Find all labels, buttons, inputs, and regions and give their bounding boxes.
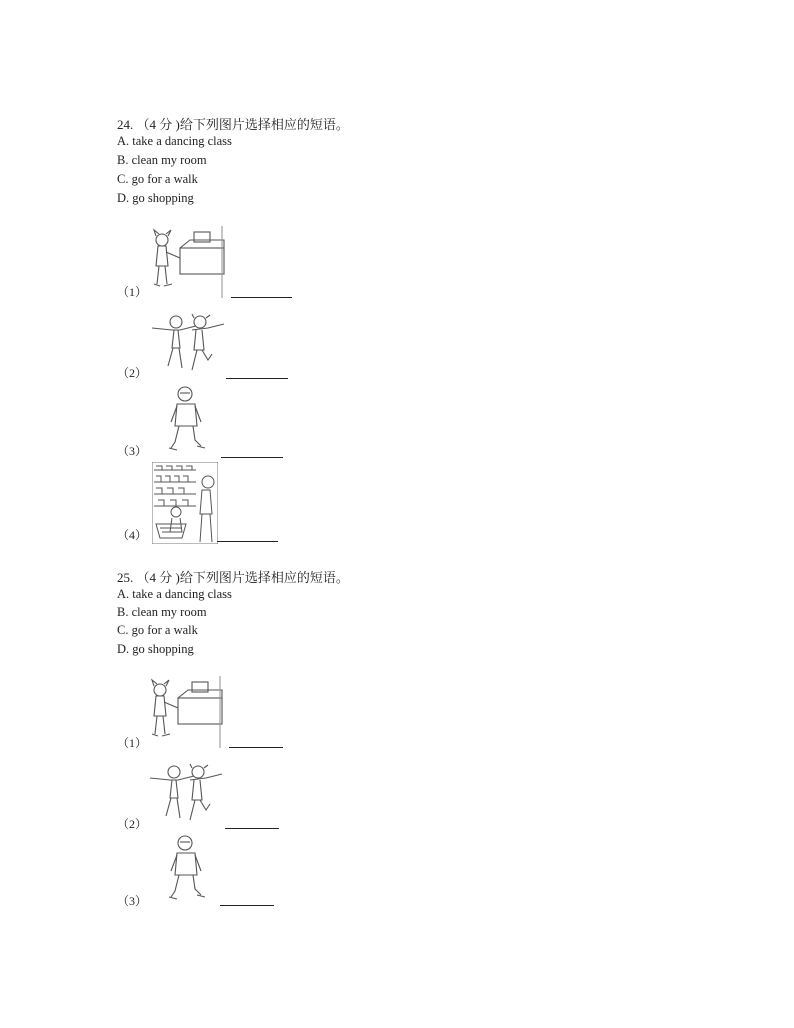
option-b: B. clean my room (117, 153, 207, 167)
question-number: 25. (117, 570, 134, 585)
item-label: （1） (117, 285, 148, 299)
walking-picture (163, 384, 215, 454)
item-label: （3） (117, 444, 148, 458)
dancing-picture (152, 310, 226, 376)
shopping-picture (152, 462, 218, 544)
option-c: C. go for a walk (117, 172, 198, 186)
option-d: D. go shopping (117, 191, 194, 205)
option-d: D. go shopping (117, 642, 194, 656)
item-label: （2） (117, 366, 148, 380)
answer-blank[interactable] (220, 905, 274, 906)
option-a: A. take a dancing class (117, 587, 232, 601)
answer-blank[interactable] (231, 297, 292, 298)
question-points: （4 分 ) (136, 117, 180, 132)
answer-blank[interactable] (225, 828, 279, 829)
answer-blank[interactable] (221, 457, 283, 458)
question-number: 24. (117, 117, 134, 132)
item-label: （2） (117, 817, 148, 831)
question-24-title (117, 114, 349, 133)
option-b: B. clean my room (117, 605, 207, 619)
question-points: （4 分 ) (136, 570, 180, 585)
item-label: （3） (117, 894, 148, 908)
option-c: C. go for a walk (117, 623, 198, 637)
item-label: （1） (117, 736, 148, 750)
question-instruction: 给下列图片选择相应的短语。 (179, 117, 349, 132)
cleaning-picture (148, 676, 224, 748)
answer-blank[interactable] (229, 747, 283, 748)
answer-blank[interactable] (226, 378, 288, 379)
walking-picture (163, 833, 215, 903)
cleaning-picture (150, 226, 226, 298)
question-instruction: 给下列图片选择相应的短语。 (179, 570, 349, 585)
item-label: （4） (117, 528, 148, 542)
answer-blank[interactable] (217, 541, 278, 542)
dancing-picture (150, 760, 224, 826)
question-25-title (117, 567, 349, 586)
option-a: A. take a dancing class (117, 134, 232, 148)
